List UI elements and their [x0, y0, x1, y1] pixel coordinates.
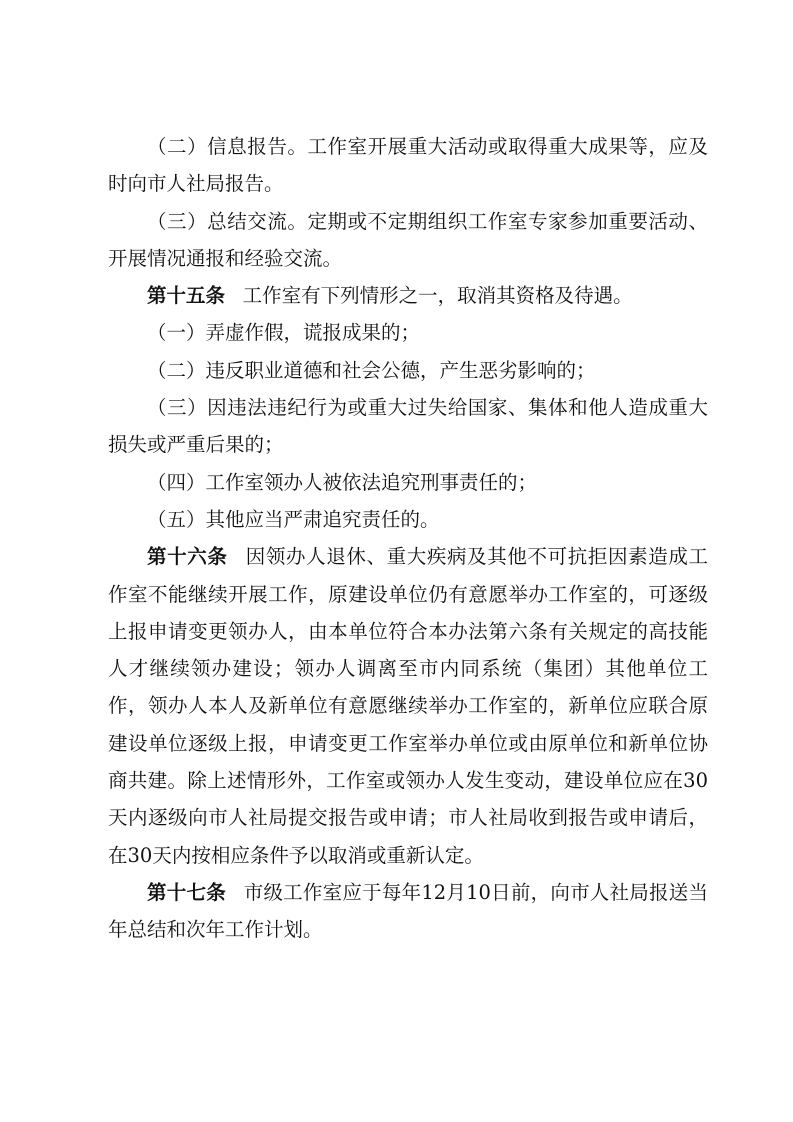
clause-3	[108, 389, 708, 464]
paragraph-text: 因领办人退休、重大疾病及其他不可抗拒因素造成工作室不能继续开展工作，原建设单位仍有意愿举办工作室的，可逐级上报申请变更领办人，由本单位符合本办法第六条有关规定的高技能人才继续领办建设；领办人调离至市内同系统（集团）其他单位工作，领办人本人及新单位有意愿继续举办工作室的，新单位应联合原建设单位逐级上报，申请变更工作室举办单位或由原单位和新单位协商共建。除上述情形外，工作室或领办人发生变动，建设单位应在30天内逐级向市人社局提交报告或申请；市人社局收到报告或申请后，在30天内按相应条件予以取消或重新认定。	[108, 545, 708, 867]
paragraph-text: （三）因违法违纪行为或重大过失给国家、集体和他人造成重大损失或严重后果的；	[108, 396, 708, 457]
document-body	[108, 128, 708, 949]
paragraph-text: （一）弄虚作假，谎报成果的；	[147, 321, 421, 345]
paragraph-info-report	[108, 128, 708, 203]
paragraph-text: （二）违反职业道德和社会公德，产生恶劣影响的；	[147, 358, 596, 382]
paragraph-text: 市级工作室应于每年12月10日前，向市人社局报送当年总结和次年工作计划。	[108, 880, 708, 942]
article-16	[108, 538, 708, 874]
clause-4	[108, 464, 708, 501]
clause-2	[108, 352, 708, 389]
clause-1	[108, 314, 708, 351]
article-17	[108, 874, 708, 949]
paragraph-text: （二）信息报告。工作室开展重大活动或取得重大成果等，应及时向市人社局报告。	[108, 135, 708, 196]
article-heading: 第十七条	[147, 880, 226, 904]
paragraph-text: （四）工作室领办人被依法追究刑事责任的；	[147, 470, 538, 494]
clause-5	[108, 501, 708, 538]
paragraph-text: （五）其他应当严肃追究责任的。	[147, 507, 440, 531]
paragraph-summary-exchange	[108, 203, 708, 278]
article-heading: 第十六条	[147, 545, 228, 569]
paragraph-text: 工作室有下列情形之一，取消其资格及待遇。	[242, 284, 633, 308]
article-heading: 第十五条	[147, 284, 226, 308]
article-15	[108, 277, 708, 314]
paragraph-text: （三）总结交流。定期或不定期组织工作室专家参加重要活动、开展情况通报和经验交流。	[108, 209, 708, 270]
